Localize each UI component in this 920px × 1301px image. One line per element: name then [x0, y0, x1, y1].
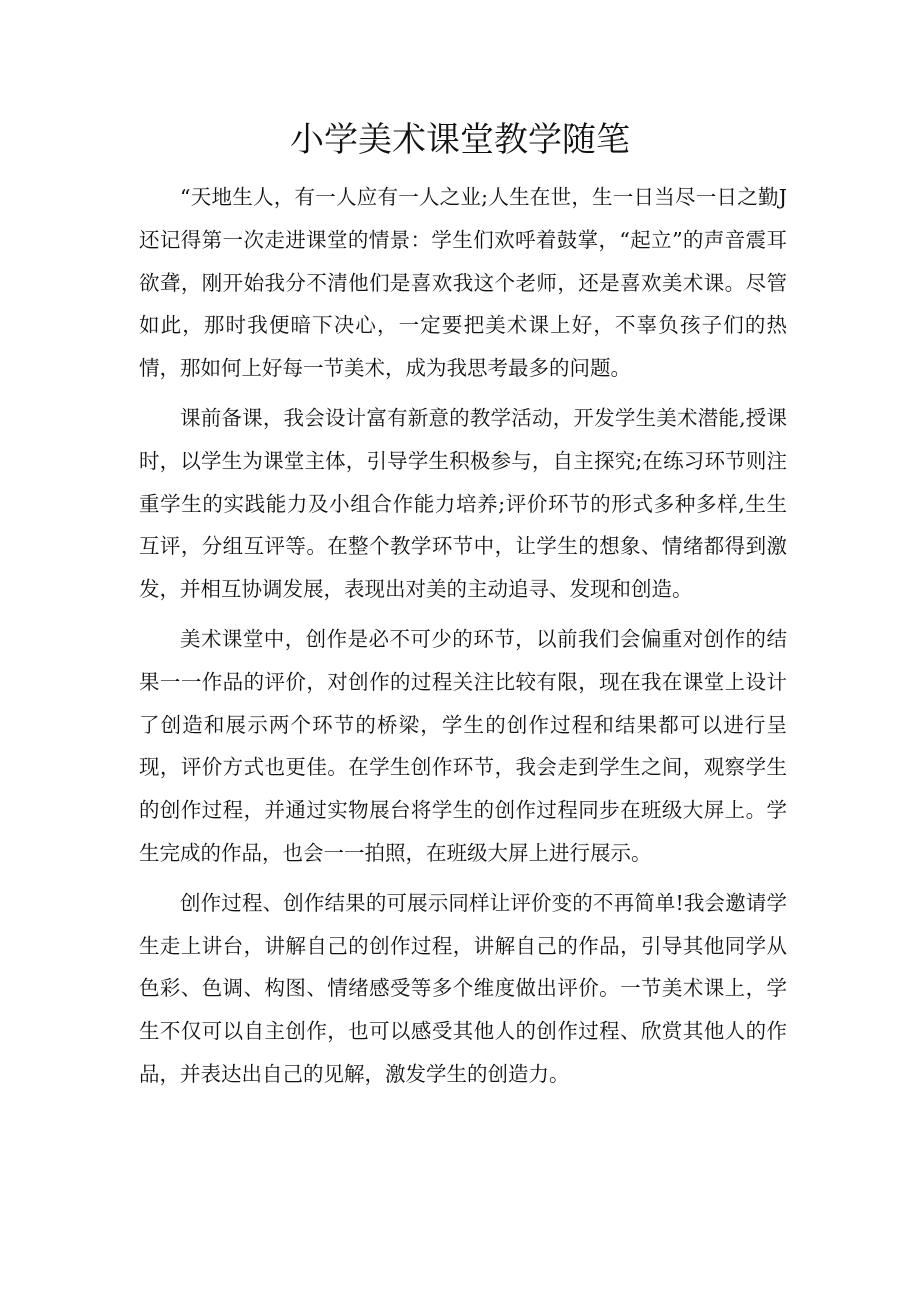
paragraph-4: 创作过程、创作结果的可展示同样让评价变的不再简单!我会邀请学生走上讲台，讲解自己的创作过程，讲解自己的作品，引导其他同学从色彩、色调、构图、情绪感受等多个维度做出评价。一节美术课上，学生不仅可以自主创作，也可以感受其他人的创作过程、欣赏其他人的作品，并表达出自己的见解，激发学生的创造力。	[139, 890, 787, 1086]
paragraph-1: “天地生人，有一人应有一人之业;人生在世，生一日当尽一日之勤J还记得第一次走进课堂的情景：学生们欢呼着鼓掌，“起立”的声音震耳欲聋，刚开始我分不清他们是喜欢我这个老师，还是喜欢美术课。尽管如此，那时我便暗下决心，一定要把美术课上好，不辜负孩子们的热情，那如何上好每一节美术，成为我思考最多的问题。	[139, 185, 787, 381]
paragraph-2: 课前备课，我会设计富有新意的教学活动，开发学生美术潜能,授课时，以学生为课堂主体，引导学生积极参与，自主探究;在练习环节则注重学生的实践能力及小组合作能力培养;评价环节的形式多种多样,生生互评，分组互评等。在整个教学环节中，让学生的想象、情绪都得到激发，并相互协调发展，表现出对美的主动追寻、发现和创造。	[139, 405, 787, 602]
document-body	[139, 176, 787, 1096]
document-title: 小学美术课堂教学随笔	[290, 120, 630, 160]
paragraph-3: 美术课堂中，创作是必不可少的环节，以前我们会偏重对创作的结果一一作品的评价，对创作的过程关注比较有限，现在我在课堂上设计了创造和展示两个环节的桥梁，学生的创作过程和结果都可以进行呈现，评价方式也更佳。在学生创作环节，我会走到学生之间，观察学生的创作过程，并通过实物展台将学生的创作过程同步在班级大屏上。学生完成的作品，也会一一拍照，在班级大屏上进行展示。	[139, 626, 787, 865]
